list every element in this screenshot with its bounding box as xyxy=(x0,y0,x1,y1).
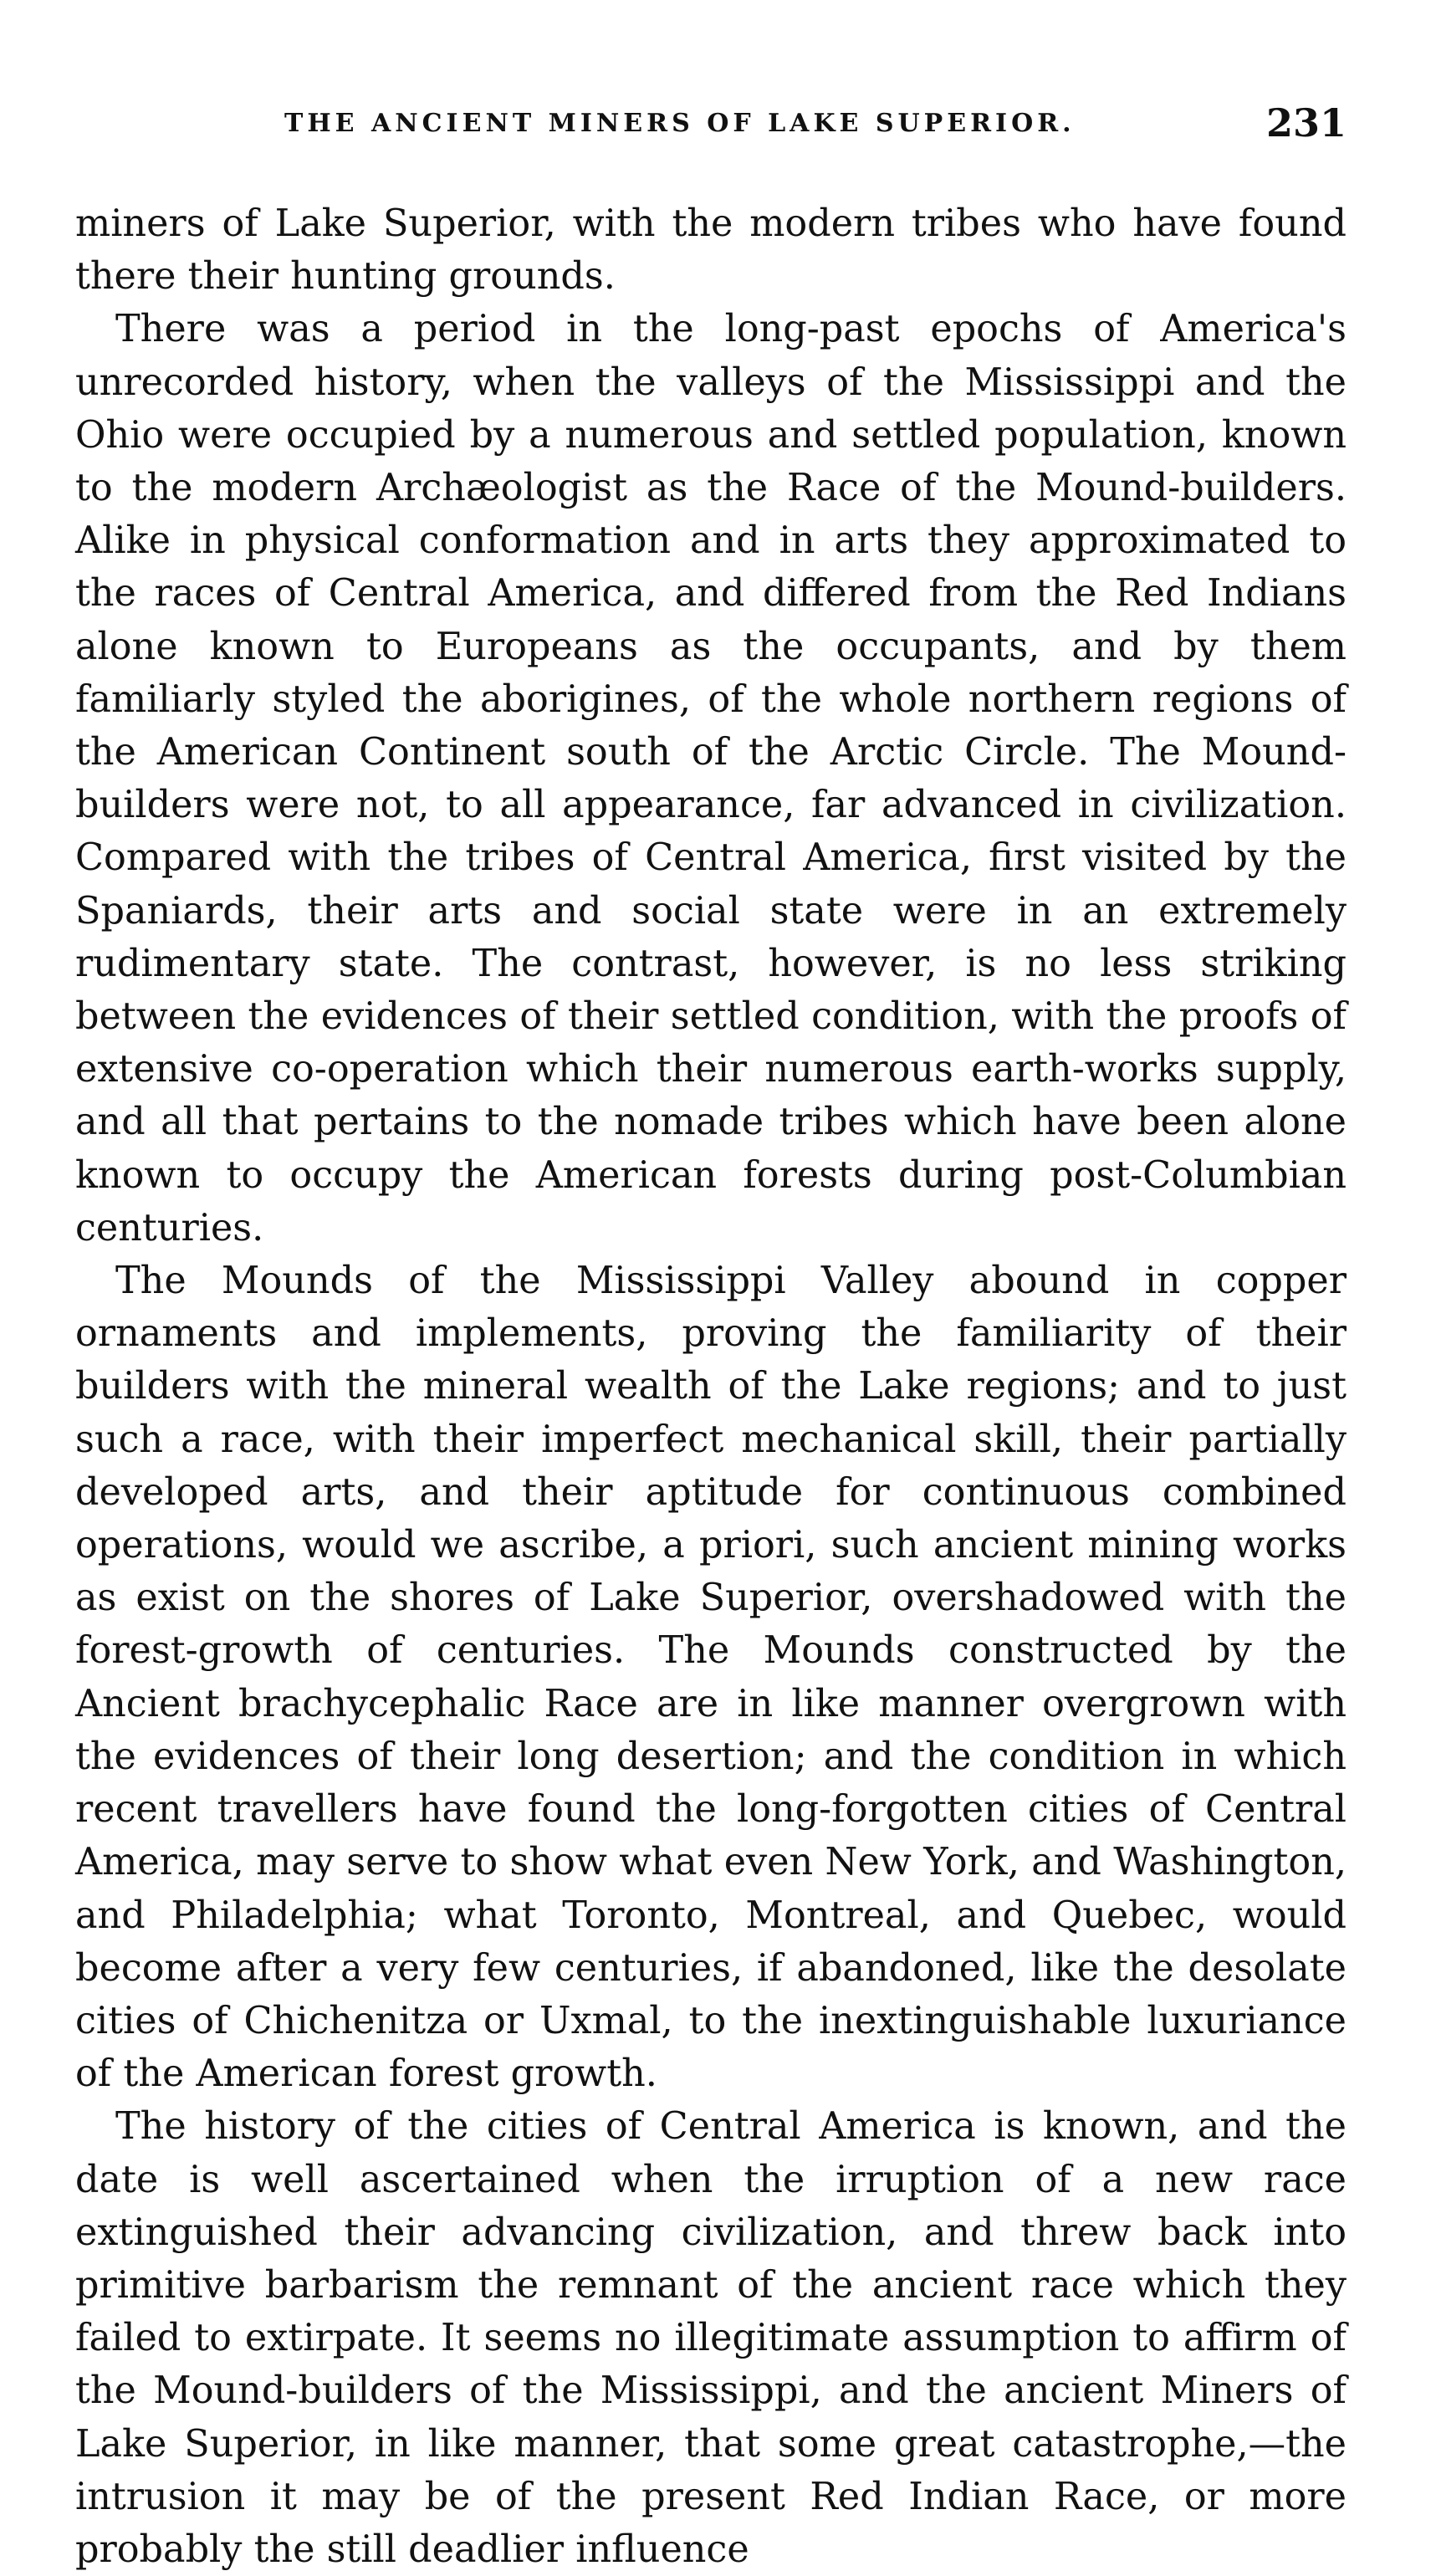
paragraph-central-america-history: The history of the cities of Central America is known, and the date is well ascertained when the irruption of a new race extinguished their advancing civilization, and threw back into primitive barbarism the remnant of the ancient race which they failed to extirpate. It seems no illegitimate assumption to affirm of the Mound-builders of the Mississippi, and the ancient Miners of Lake Superior, in like manner, that some great catastrophe,—the intrusion it may be of the present Red Indian Race, or more probably the still deadlier influence xyxy=(75,2105,1347,2571)
running-title: THE ANCIENT MINERS OF LAKE SUPERIOR. xyxy=(284,109,1076,138)
book-page xyxy=(75,100,1347,2576)
paragraph-mounds-copper: The Mounds of the Mississippi Valley abound in copper ornaments and implements, proving the familiarity of their builders with the mineral wealth of the Lake regions; and to just such a race, with their imperfect mechanical skill, their partially developed arts, and their aptitude for continuous combined operations, would we ascribe, a priori, such ancient mining works as exist on the shores of Lake Superior, overshadowed with the forest-growth of centuries. The Mounds constructed by the Ancient brachycephalic Race are in like manner overgrown with the evidences of their long desertion; and the condition in which recent travellers have found the long-forgotten cities of Central America, may serve to show what even New York, and Washington, and Philadelphia; what Toronto, Montreal, and Quebec, would become after a very few centuries, if abandoned, like the desolate cities of Chichenitza or Uxmal, to the inextinguishable luxuriance of the American forest growth. xyxy=(75,1260,1347,2096)
page-number: 231 xyxy=(1265,100,1347,146)
paragraph-mound-builders: There was a period in the long-past epochs of America's unrecorded history, when the valleys of the Mississippi and the Ohio were occupied by a numerous and settled population, known to the modern Archæologist as the Race of the Mound-builders. Alike in physical conformation and in arts they approximated to the races of Central America, and differed from the Red Indians alone known to Europeans as the occupants, and by them familiarly styled the aborigines, of the whole northern regions of the American Continent south of the Arctic Circle. The Mound-builders were not, to all appearance, far advanced in civilization. Compared with the tribes of Central America, first visited by the Spaniards, their arts and social state were in an extremely rudimentary state. The contrast, however, is no less striking between the evidences of their settled condition, with the proofs of extensive co-operation which their numerous earth-works supply, and all that pertains to the nomade tribes which have been alone known to occupy the American forests during post-Columbian centuries. xyxy=(75,308,1347,1250)
body-text xyxy=(75,197,1347,2576)
running-head xyxy=(75,100,1347,167)
paragraph-continuation: miners of Lake Superior, with the modern tribes who have found there their hunting grounds. xyxy=(75,202,1347,299)
